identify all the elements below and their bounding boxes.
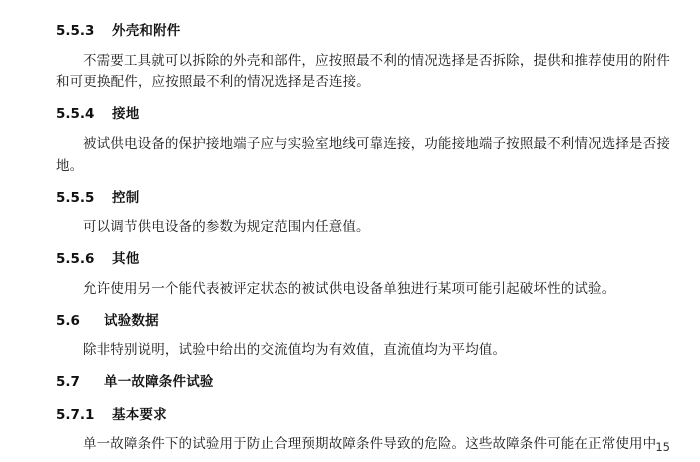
section-paragraph: 被试供电设备的保护接地端子应与实验室地线可靠连接，功能接地端子按照最不利情况选择是否接地。 bbox=[56, 135, 670, 173]
section-title: 基本要求 bbox=[112, 406, 167, 423]
section-paragraph: 除非特别说明，试验中给出的交流值均为有效值，直流值均为平均值。 bbox=[83, 342, 507, 358]
section-5-5-3 bbox=[56, 21, 670, 93]
section-number: 5.5.4 bbox=[56, 106, 95, 123]
section-number: 5.7.1 bbox=[56, 406, 95, 423]
section-heading bbox=[56, 372, 670, 394]
section-paragraph: 允许使用另一个能代表被评定状态的被试供电设备单独进行某项可能引起破坏性的试验。 bbox=[83, 280, 616, 296]
section-5-5-4 bbox=[56, 104, 670, 176]
section-title: 接地 bbox=[112, 106, 140, 123]
section-title: 单一故障条件试验 bbox=[104, 373, 214, 390]
section-number: 5.5.6 bbox=[56, 251, 95, 268]
section-paragraph: 可以调节供电设备的参数为规定范围内任意值。 bbox=[83, 219, 370, 235]
section-heading bbox=[56, 104, 670, 126]
section-paragraph: 单一故障条件下的试验用于防止合理预期故障条件导致的危险。这些故障条件可能在正常使用中 bbox=[83, 436, 657, 452]
section-title: 其他 bbox=[112, 251, 140, 268]
section-number: 5.5.3 bbox=[56, 23, 95, 39]
section-number: 5.6 bbox=[56, 312, 80, 329]
section-5-5-6 bbox=[56, 249, 670, 299]
section-5-7-1 bbox=[56, 405, 670, 455]
section-5-6 bbox=[56, 311, 670, 361]
section-heading bbox=[56, 311, 670, 333]
section-number: 5.7 bbox=[56, 373, 80, 390]
section-number: 5.5.5 bbox=[56, 189, 95, 206]
section-heading bbox=[56, 405, 670, 427]
section-5-7 bbox=[56, 372, 670, 394]
section-title: 试验数据 bbox=[104, 312, 159, 329]
section-5-5-5 bbox=[56, 188, 670, 238]
section-heading bbox=[56, 188, 670, 210]
page-number: 15 bbox=[655, 440, 670, 454]
section-heading bbox=[56, 249, 670, 271]
section-paragraph: 不需要工具就可以拆除的外壳和部件，应按照最不利的情况选择是否拆除，提供和推荐使用的附件和可更换配件，应按照最不利的情况选择是否连接。 bbox=[56, 52, 670, 90]
section-heading bbox=[56, 21, 670, 43]
section-title: 外壳和附件 bbox=[112, 23, 181, 39]
section-title: 控制 bbox=[112, 189, 140, 206]
